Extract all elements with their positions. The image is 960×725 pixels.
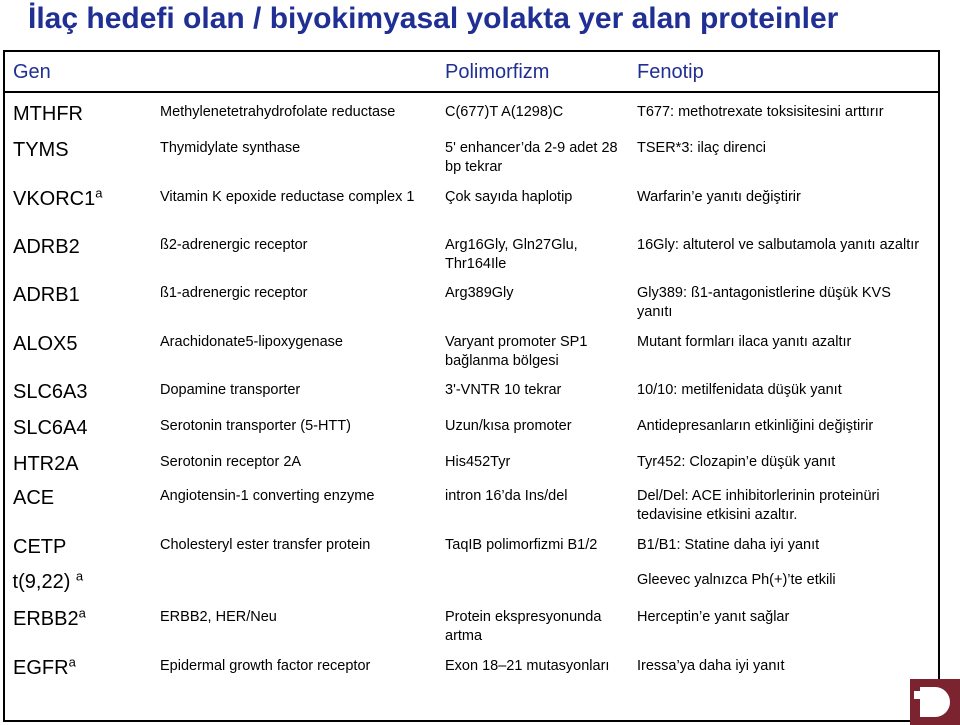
phenotype: Warfarin’e yanıtı değiştirir	[637, 189, 801, 205]
gene-name: t(9,22) $^a$	[7, 568, 84, 593]
protein-name: Dopamine transporter	[160, 382, 301, 398]
protein-name: Methylenetetrahydrofolate reductase	[160, 104, 396, 120]
slide-title: İlaç hedefi olan / biyokimyasal yolakta yer alan proteinler	[28, 2, 839, 35]
protein-name: Arachidonate5-lipoxygenase	[160, 334, 343, 350]
gene-name: HTR2A	[13, 453, 79, 475]
header-divider	[5, 91, 938, 93]
protein-name: ERBB2, HER/Neu	[160, 609, 277, 625]
gene-name: ERBB2$^a$	[13, 605, 86, 630]
phenotype: Antidepresanların etkinliğini değiştirir	[637, 418, 874, 434]
protein-name: Vitamin K epoxide reductase complex 1	[160, 189, 415, 205]
phenotype: B1/B1: Statine daha iyi yanıt	[637, 537, 820, 553]
logo-dot	[914, 691, 922, 699]
protein-name: Thymidylate synthase	[160, 140, 301, 156]
logo-cutout	[920, 687, 950, 717]
polymorphism: Arg16Gly, Gln27Glu, Thr164Ile	[445, 237, 578, 272]
polymorphism: Varyant promoter SP1 bağlanma bölgesi	[445, 334, 588, 369]
polymorphism: Uzun/kısa promoter	[445, 418, 572, 434]
gene-name: ADRB2	[13, 236, 80, 258]
gene-name: ACE	[13, 487, 55, 509]
gene-name: ALOX5	[13, 333, 78, 355]
gene-name: CETP	[13, 536, 67, 558]
phenotype: Herceptin’e yanıt sağlar	[637, 609, 790, 625]
gene-name: TYMS	[13, 139, 69, 161]
protein-name: Serotonin receptor 2A	[160, 454, 302, 470]
gene-name: EGFR$^a$	[13, 654, 76, 679]
phenotype: Del/Del: ACE inhibitorlerinin proteinüri tedavisine etkisini azaltır.	[637, 488, 880, 523]
polymorphism: His452Tyr	[445, 454, 511, 470]
gene-name: ADRB1	[13, 284, 80, 306]
polymorphism: Protein ekspresyonunda artma	[445, 609, 602, 644]
phenotype: 16Gly: altuterol ve salbutamola yanıtı azaltır	[637, 237, 920, 253]
phenotype: Tyr452: Clozapin’e düşük yanıt	[637, 454, 836, 470]
gene-name: MTHFR	[13, 103, 83, 125]
phenotype: Gleevec yalnızca Ph(+)’te etkili	[637, 572, 836, 588]
polymorphism: intron 16’da Ins/del	[445, 488, 568, 504]
polymorphism: 5' enhancer’da 2-9 adet 28 bp tekrar	[445, 140, 618, 175]
gene-name: SLC6A3	[13, 381, 88, 403]
protein-name: ß2-adrenergic receptor	[160, 237, 308, 253]
header-fenotip: Fenotip	[637, 61, 704, 83]
polymorphism: 3'-VNTR 10 tekrar	[445, 382, 562, 398]
phenotype: 10/10: metilfenidata düşük yanıt	[637, 382, 842, 398]
corner-logo-mark	[910, 679, 960, 725]
phenotype: T677: methotrexate toksisitesini arttırır	[637, 104, 884, 120]
polymorphism: Arg389Gly	[445, 285, 514, 301]
phenotype: TSER*3: ilaç direnci	[637, 140, 766, 156]
phenotype: Gly389: ß1-antagonistlerine düşük KVS yanıtı	[637, 285, 891, 320]
gene-table	[3, 50, 940, 722]
header-gen: Gen	[13, 61, 51, 83]
polymorphism: C(677)T A(1298)C	[445, 104, 564, 120]
polymorphism: TaqIB polimorfizmi B1/2	[445, 537, 598, 553]
phenotype: Iressa’ya daha iyi yanıt	[637, 658, 785, 674]
protein-name: ß1-adrenergic receptor	[160, 285, 308, 301]
phenotype: Mutant formları ilaca yanıtı azaltır	[637, 334, 852, 350]
polymorphism: Exon 18–21 mutasyonları	[445, 658, 610, 674]
gene-name: SLC6A4	[13, 417, 88, 439]
gene-name: VKORC1$^a$	[13, 185, 103, 210]
protein-name: Epidermal growth factor receptor	[160, 658, 371, 674]
protein-name: Cholesteryl ester transfer protein	[160, 537, 371, 553]
polymorphism: Çok sayıda haplotip	[445, 189, 573, 205]
header-polimorfizm: Polimorfizm	[445, 61, 550, 83]
protein-name: Angiotensin-1 converting enzyme	[160, 488, 375, 504]
protein-name: Serotonin transporter (5-HTT)	[160, 418, 351, 434]
